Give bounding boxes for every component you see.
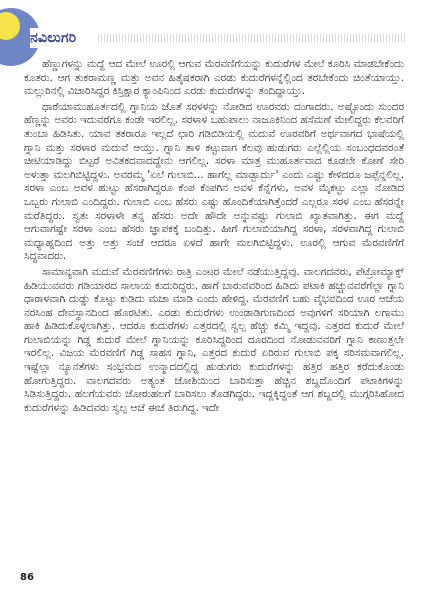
paragraph-2: ಧಾರೆಯಾಮುಹೂರ್ತದಲ್ಲಿ ಗ್ನಾನಿಯ ಜೊತೆ ಸರಳಳನ್ನು ನೋಡಿದ ಊರವರು ದಂಗಾದರು. ಅಷ್ಟೊಂದು ಸುಂದರ ಹೆಣ್ಣನ್ನು ಅವರು ಇದುವರೆಗೂ ಕಂಡೇ ಇರಲಿಲ್ಲ. ಸರಳಾಳ ಬಹುಪಾಲು ನಾಜೂಕಿನಿಂದ ಹಸೆಮಣೆ ಮೇಲಿದ್ದರು ಕೆಲವರಿಗೆ ತುಂಬಾ ಹಿಡಿಸಿತು. ಯಾವ ತಕರಾರೂ ಇಲ್ಲದೆ ಛಾರಿ ಗಡಿಬಿಡಿಯಲ್ಲಿ ಮದುವೆ ಊರವರಿಗೆ ಅರ್ಥವಾಗದ ಭಾಷೆಯಲ್ಲಿ ಗ್ನಾನಿ ಮತ್ತು ಸರಳಾರ ಮದುವೆ ಆಯ್ತು. ಗ್ನಾನಿ ತಾಳಿ ಕಟ್ಟುವಾಗ ಕೆಲವು ಹುಡುಗರು ಎಲ್ಲೆಲ್ಲಿಯ ಸಂಬಂಧದವರಂತೆ ಚೀಟಿಯಾಡಿದ್ದು ಬಿಟ್ಟರೆ ಅವಿತಕದವಾದದ್ದೇನು ಆಗಲಿಲ್ಲ. ಸರಳಾ ಮಾತ್ರ ಮುಹೂರ್ತವಾದ ಕೂಡಲೇ ಕೋಣೆ ಸೇರಿ ಅಳುತ್ತಾ ಮಲಗಿಬಿಟ್ಟಿದ್ದಳು. ಅವರಮ್ಮ 'ಏಲೆ ಗುಲಾಬಿ... ಹಾಗೆಲ್ಲ ಮಾಡ್ಬಾರ್ದು' ಎಂದು ಎಷ್ಟು ಕೇಳಿದರೂ ಜಪ್ಪೆನ್ನಲಿಲ್ಲ. ಸರಳಾ ಎಂಬ ಅವಳ ಹುಟ್ಟು ಹೆಸರಾಗಿದ್ದರೂ ಕೆಂಪ ಕೆಂಪಗಿನ ಅವಳ ಕೆನ್ನೆಗಳು, ಅವಳ ಮೈಕಟ್ಟು ಎಲ್ಲಾ ನೋಡಿದ ಒಬ್ಬರು ಗುಲಾಬಿ ಎಂದಿದ್ದರು. ಗುಲಾಬಿ ಎಂಬ ಹೆಸರು ಎಷ್ಟು ಹೊಂದಿಕೆಯಾಗಿತ್ತೆಂದರೆ ಎಲ್ಲರೂ ಸರಳ ಎಂಬ ಹೆಸರನ್ನೇ ಮರೆತಿದ್ದರು. ಸ್ವತಃ ಸರಳಾಳೇ ತನ್ನ ಹೆಸರು ಅದೇ ಹೌದೇ ಅನ್ನುವಷ್ಟು ಗುಲಾಬಿ ಖ್ಯಾತವಾಗಿತ್ತು. ಈಗ ಮದ್ದೆ ಆಗುವಾಗಷ್ಟೇ ಸರಳಾ ಎಂಬ ಹೆಸರು ಜ್ಞಾಪಕಕ್ಕೆ ಬಂದಿತ್ತು. ಹೀಗೆ ಗುಲಾಬಿಯಾಗಿದ್ದ ಸರಳಾ, ಸರಳವಾಗಿದ್ದ ಗುಲಾಬಿ ಮಧ್ಯಾಹ್ನದಿಂದ ಅತ್ತು ಅತ್ತು ಸಂಜೆ ಆದರೂ ಏಳದೆ ಹಾಗೇ ಮಲಗಿಬಿಟ್ಟಿದ್ದಳು. ಊರಲ್ಲಿ ಆಗುವ ಮೆರವಣಿಗೆಗೆ ಸಿದ್ಧವಾದರು. [24,100,404,263]
section-title: ನವಿಲುಗರಿ [30,28,84,48]
header-stripe [98,34,407,42]
article-body [24,58,404,558]
paragraph-3: ಸಾಮಾನ್ಯವಾಗಿ ಮದುವೆ ಮೆರವಣಿಗೆಗಳು ರಾತ್ರಿ ಎಂಟರ ಮೇಲೆ ನಡೆಯುತ್ತಿದ್ದವು. ವಾಲಗದವರು, ಪೆಟ್ರೋಮ್ಯಾಕ್ಸ್ ಹಿಡಿಯುವವರು ಗಡಿಯಾರದ ಸಾಲಾಯ ಕುದುರಿದ್ದರು. ಹಾಗೆ ಬಾರುವವರಿಂದ ಹಿಡಿದು ಪಟಾಕಿ ಹಚ್ಚುವವರೆಗೆಲ್ಲಾ ಗ್ನಾನಿ ಧಾರಾಳವಾಗಿ ದುಡ್ಡು ಕೊಟ್ಟು ಕುಡಿದು ಮಜಾ ಮಾಡಿ ಎಂದು ಹೇಳಿದ್ದ. ಮೆರವಣಿಗೆ ಬಹು ವೈಭವದಿಂದ ಊರ ಆಚೆಯ ನರಸಿಂಹ ದೇವಸ್ಥಾನದಿಂದ ಹೊರಟಿತು. ಎರಡು ಕುದುರೆಗಳು ಉಂಡಾಡಿಗುಣದಿಂದ ಅವುಗಳಿಗೆ ಸರಿಯಾಗಿ ಲಗಾಮು ಹಾಕಿ ಹಿಡಿದುಕೊಳ್ಳಲಾಗಿತ್ತು. ಆದರೂ ಕುದುರೆಗಳು ಎತ್ತರದಲ್ಲಿ ಸ್ವಲ್ಪ ಹೆಚ್ಚು ಕಮ್ಮಿ ಇದ್ದವು. ಎತ್ತರದ ಕುದುರೆ ಮೇಲೆ ಗುಲಾಬಿಯನ್ನು ಗಿಡ್ಡ ಕುದುರೆ ಮೇಲೆ ಗ್ನಾನಿಯನ್ನು ಕೂರಿಸಿದ್ದರಿಂದ ದೂರದಿಂದ ನೋಡುವವರಿಗೆ ಗ್ನಾನಿ ಕಾಣುತ್ತಲೇ ಇರಲಿಲ್ಲ. ವಿಜಯ ಮೆರವಣಿಗೆ ಗಿಡ್ಡ ಸಾಹಸ ಗ್ನಾನಿ, ಎತ್ತರದ ಕುದುರೆ ಏರಿರುವ ಗುಲಾಬಿ ಪಕ್ಕ ಸರಿಸಮವಾಗಲಿಲ್ಲ. ಇಷ್ಟೆಲ್ಲಾ ನ್ಯೂನತೆಗಳು ಸಂಭ್ರಮದ ಉನ್ಮಾದದಲ್ಲಿದ್ದ ಹುಡುಗರು ಕುದುರೆಗಳನ್ನು ಹತ್ತಿರ ಹತ್ತಿರ ಕರೆದುಕೊಂಡು ಹೋಗುತ್ತಿದ್ದರು. ವಾಲಗದವರು ಅತ್ಯಂತ ಜೋಶಿಯಿಂದ ಬಾರಿಸುತ್ತಾ ಹೆಚ್ಚಿನ ಶಬ್ದದೊಂದಿಗೆ ಪಟಾಕಿಗಳನ್ನು ಸಿಡಿಸುತ್ತಿದ್ದರು. ಹಲಗೆಯವರು ಜೋರುಹಲಗೆ ಬಾರಿಸಲು ತೊಡಗಿದ್ದರು. ಇದ್ದಕ್ಕಿದ್ದಂತೆ ಆಗ ಶಬ್ದದಲ್ಲಿ ಮುಗ್ಗರಿಸಿಹೋದ ಕುದುರೆಗಳನ್ನು ಹಿಡಿದವರು ಸ್ವಲ್ಪ ಆಚೆ ಈಚೆ ತಿರುಗಿದ್ದ. ಇದೇ [24,265,404,414]
paragraph-1: ಹೆಣ್ಣುಗಳನ್ನು ಮದ್ದೆ ಆದ ಮೇಲೆ ಊರಲ್ಲಿ ಆಗುವ ಮೆರವಣಿಗೆಯನ್ನು ಕುದುರೆಗಳ ಮೇಲೆ ಕೂರಿಸಿ ಮಾಡಬೇಕೆಂದು ಕೂತರು. ಆಗ ತುಕರಾಮಣ್ಣ ಮತ್ತು ಅವನ ಹಿತೈಷಕರಾಗಿ ಎರಡು ಕುದುರೆಗಳನ್ನೆಲ್ಲಿಂದ ತರಬೇಕೆಂದು ಚಿಂತೆಯಾಯ್ತು. ಮಲ್ಲುರಿನಲ್ಲಿ ವಿಚಾರಿಸಿದ್ದರ ಕಿಸ್ತಿಕ್ಷಾರ ಕ್ಯಾಂಪಿನಿಂದ ಎರಡು ಕುದುರೆಗಳನ್ನು ತಂದಿದ್ದಾಯ್ತು. [24,58,404,98]
page-number: 86 [20,572,34,583]
